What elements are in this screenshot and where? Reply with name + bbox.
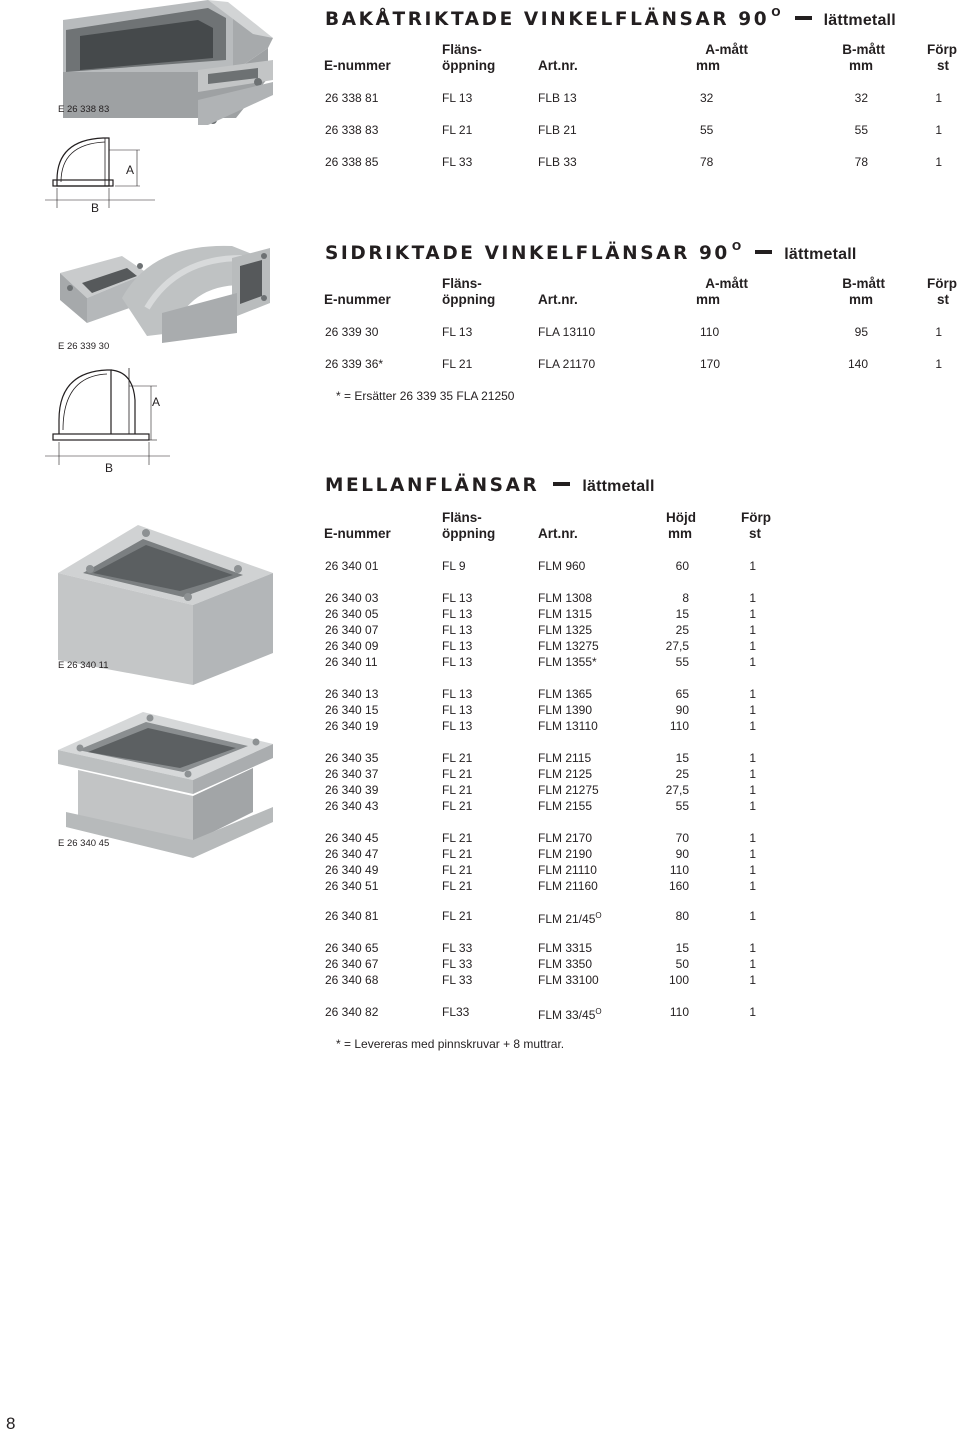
cell-forp: 1 bbox=[935, 155, 942, 169]
footnote: * = Levereras med pinnskruvar + 8 muttrar. bbox=[336, 1037, 565, 1051]
cell-e-nummer: 26 340 49 bbox=[325, 863, 379, 877]
cell-flansoppning: FL33 bbox=[442, 1005, 470, 1019]
title-dash bbox=[795, 16, 812, 20]
cell-forp: 1 bbox=[749, 799, 756, 813]
cell-forp: 1 bbox=[935, 91, 942, 105]
cell-e-nummer: 26 338 81 bbox=[325, 91, 379, 105]
section-title-sidriktade bbox=[325, 240, 857, 264]
cell-forp: 1 bbox=[749, 783, 756, 797]
header-a-mm: mm bbox=[695, 58, 720, 73]
cell-e-nummer: 26 340 09 bbox=[325, 639, 379, 653]
cell-art-nr bbox=[538, 847, 592, 861]
cell-forp: 1 bbox=[749, 703, 756, 717]
cell-a-matt: 78 bbox=[700, 155, 714, 169]
art-nr-text: FLM 21160 bbox=[538, 879, 598, 893]
cell-flansoppning: FL 13 bbox=[442, 591, 473, 605]
cell-e-nummer: 26 339 30 bbox=[325, 325, 379, 339]
header-oppning: öppning bbox=[442, 292, 496, 307]
cell-e-nummer: 26 340 39 bbox=[325, 783, 379, 797]
cell-e-nummer: 26 338 83 bbox=[325, 123, 379, 137]
image-label: E 26 340 45 bbox=[58, 838, 110, 849]
cell-hojd: 80 bbox=[675, 909, 689, 923]
section-title-text: MELLANFLÄNSAR bbox=[325, 475, 540, 496]
header-e-nummer: E-nummer bbox=[324, 58, 391, 73]
cell-flansoppning: FL 13 bbox=[442, 325, 473, 339]
degree-mark: O bbox=[595, 911, 602, 920]
cell-e-nummer: 26 338 85 bbox=[325, 155, 379, 169]
cell-hojd: 25 bbox=[675, 623, 689, 637]
material-label: lättmetall bbox=[582, 478, 655, 495]
cell-flansoppning: FL 33 bbox=[442, 973, 473, 987]
cell-hojd: 27,5 bbox=[665, 783, 689, 797]
dim-a-label: A bbox=[126, 163, 135, 177]
art-nr-text: FLM 13275 bbox=[538, 639, 599, 653]
cell-flansoppning: FL 13 bbox=[442, 655, 473, 669]
header-oppning: öppning bbox=[442, 526, 496, 541]
header-e-nummer: E-nummer bbox=[324, 292, 391, 307]
art-nr-text: FLM 1390 bbox=[538, 703, 593, 717]
cell-e-nummer: 26 340 68 bbox=[325, 973, 379, 987]
header-flans: Fläns- bbox=[442, 510, 482, 525]
cell-hojd: 110 bbox=[669, 863, 689, 877]
art-nr-text: FLM 1355* bbox=[538, 655, 597, 669]
cell-e-nummer: 26 340 35 bbox=[325, 751, 379, 765]
header-flans: Fläns- bbox=[442, 42, 482, 57]
image-label: E 26 338 83 bbox=[58, 104, 110, 115]
cell-hojd: 55 bbox=[675, 799, 689, 813]
cell-art-nr bbox=[538, 591, 592, 605]
header-b-mm: mm bbox=[848, 58, 873, 73]
cell-forp: 1 bbox=[749, 1005, 756, 1019]
cell-hojd: 100 bbox=[668, 973, 689, 987]
cell-forp: 1 bbox=[749, 909, 756, 923]
cell-art-nr bbox=[538, 973, 599, 987]
cell-e-nummer: 26 340 05 bbox=[325, 607, 379, 621]
material-label: lättmetall bbox=[784, 246, 857, 263]
art-nr-text: FLM 2115 bbox=[538, 751, 592, 765]
cell-art-nr bbox=[538, 639, 599, 653]
cell-hojd: 65 bbox=[675, 687, 689, 701]
cell-flansoppning: FL 13 bbox=[442, 687, 473, 701]
cell-art-nr bbox=[538, 799, 592, 813]
header-st: st bbox=[936, 58, 949, 73]
cell-flansoppning: FL 21 bbox=[442, 799, 473, 813]
dim-b-label: B bbox=[105, 461, 114, 475]
cell-art-nr bbox=[538, 703, 592, 717]
dim-a-label: A bbox=[152, 395, 161, 409]
cell-flansoppning: FL 13 bbox=[442, 719, 473, 733]
cell-forp: 1 bbox=[749, 879, 756, 893]
back-angle-flange-image bbox=[58, 0, 273, 140]
cell-forp: 1 bbox=[749, 591, 756, 605]
cell-e-nummer: 26 340 01 bbox=[325, 559, 379, 573]
footnote: * = Ersätter 26 339 35 FLA 21250 bbox=[336, 389, 515, 403]
cell-flansoppning: FL 33 bbox=[442, 957, 473, 971]
art-nr-text: FLM 2190 bbox=[538, 847, 593, 861]
art-nr-text: FLM 1308 bbox=[538, 591, 593, 605]
header-b-matt: B-mått bbox=[842, 276, 885, 291]
art-nr-text: FLM 2170 bbox=[538, 831, 593, 845]
cell-flansoppning: FL 13 bbox=[442, 607, 473, 621]
cell-flansoppning: FL 13 bbox=[442, 703, 473, 717]
dimension-diagram bbox=[45, 360, 170, 478]
section-title-text: BAKÅTRIKTADE VINKELFLÄNSAR 90 bbox=[325, 9, 770, 30]
cell-forp: 1 bbox=[749, 767, 756, 781]
art-nr-text: FLM 33100 bbox=[538, 973, 599, 987]
art-nr-text: FLM 1325 bbox=[538, 623, 593, 637]
header-flans: Fläns- bbox=[442, 276, 482, 291]
cell-forp: 1 bbox=[749, 751, 756, 765]
section-title-mellanflansar bbox=[325, 475, 655, 496]
cell-flansoppning: FL 13 bbox=[442, 91, 473, 105]
cell-hojd: 15 bbox=[675, 751, 689, 765]
cell-art-nr: FLB 33 bbox=[538, 155, 577, 169]
header-art-nr: Art.nr. bbox=[538, 292, 578, 307]
cell-art-nr: FLA 13110 bbox=[538, 325, 596, 339]
cell-b-matt: 95 bbox=[854, 325, 868, 339]
header-st: st bbox=[748, 526, 761, 541]
cell-flansoppning: FL 21 bbox=[442, 831, 473, 845]
cell-e-nummer: 26 340 45 bbox=[325, 831, 379, 845]
header-art-nr: Art.nr. bbox=[538, 526, 578, 541]
cell-forp: 1 bbox=[749, 607, 756, 621]
cell-forp: 1 bbox=[935, 325, 942, 339]
cell-art-nr bbox=[538, 607, 592, 621]
cell-flansoppning: FL 21 bbox=[442, 847, 473, 861]
cell-hojd: 25 bbox=[675, 767, 689, 781]
cell-forp: 1 bbox=[749, 559, 756, 573]
art-nr-text: FLM 21110 bbox=[538, 863, 597, 877]
cell-art-nr bbox=[538, 687, 592, 701]
cell-flansoppning: FL 21 bbox=[442, 357, 473, 371]
section-title-text: SIDRIKTADE VINKELFLÄNSAR 90 bbox=[325, 243, 730, 264]
cell-flansoppning: FL 33 bbox=[442, 155, 473, 169]
title-dash bbox=[553, 482, 570, 486]
cell-e-nummer: 26 340 43 bbox=[325, 799, 379, 813]
cell-flansoppning: FL 21 bbox=[442, 767, 473, 781]
degree-mark: O bbox=[595, 1007, 602, 1016]
cell-e-nummer: 26 340 13 bbox=[325, 687, 379, 701]
cell-art-nr bbox=[538, 783, 599, 797]
cell-forp: 1 bbox=[749, 863, 756, 877]
cell-hojd: 90 bbox=[675, 703, 689, 717]
material-label: lättmetall bbox=[823, 12, 896, 29]
cell-forp: 1 bbox=[935, 123, 942, 137]
cell-e-nummer: 26 340 81 bbox=[325, 909, 379, 923]
cell-art-nr bbox=[538, 559, 585, 573]
cell-art-nr bbox=[538, 767, 592, 781]
cell-a-matt: 110 bbox=[700, 325, 720, 339]
cell-e-nummer: 26 340 67 bbox=[325, 957, 379, 971]
cell-flansoppning: FL 33 bbox=[442, 941, 473, 955]
degree-mark: O bbox=[731, 240, 742, 253]
cell-art-nr: FLB 13 bbox=[538, 91, 577, 105]
cell-hojd: 15 bbox=[675, 607, 689, 621]
art-nr-text: FLM 21275 bbox=[538, 783, 599, 797]
cell-hojd: 8 bbox=[682, 591, 689, 605]
cell-forp: 1 bbox=[749, 719, 756, 733]
cell-forp: 1 bbox=[749, 831, 756, 845]
cell-flansoppning: FL 13 bbox=[442, 639, 473, 653]
cell-art-nr bbox=[538, 863, 597, 877]
cell-art-nr bbox=[538, 623, 592, 637]
cell-hojd: 50 bbox=[675, 957, 689, 971]
cell-flansoppning: FL 21 bbox=[442, 123, 473, 137]
page-number: 8 bbox=[6, 1414, 16, 1433]
cell-forp: 1 bbox=[749, 973, 756, 987]
cell-b-matt: 32 bbox=[854, 91, 868, 105]
cell-hojd: 90 bbox=[675, 847, 689, 861]
header-hojd: Höjd bbox=[666, 510, 696, 525]
cell-a-matt: 32 bbox=[700, 91, 714, 105]
cell-e-nummer: 26 339 36* bbox=[325, 357, 384, 371]
header-forp: Förp bbox=[741, 510, 771, 525]
cell-b-matt: 55 bbox=[854, 123, 868, 137]
cell-art-nr bbox=[538, 719, 598, 733]
cell-art-nr bbox=[538, 909, 602, 926]
art-nr-text: FLM 13110 bbox=[538, 719, 598, 733]
cell-e-nummer: 26 340 82 bbox=[325, 1005, 379, 1019]
art-nr-text: FLM 21/45 bbox=[538, 912, 596, 926]
header-a-matt: A-mått bbox=[705, 42, 748, 57]
cell-hojd: 55 bbox=[675, 655, 689, 669]
cell-forp: 1 bbox=[749, 957, 756, 971]
cell-hojd: 27,5 bbox=[665, 639, 689, 653]
cell-forp: 1 bbox=[749, 847, 756, 861]
cell-flansoppning: FL 21 bbox=[442, 783, 473, 797]
art-nr-text: FLM 1315 bbox=[538, 607, 593, 621]
image-label: E 26 340 11 bbox=[58, 660, 109, 671]
cell-flansoppning: FL 21 bbox=[442, 879, 473, 893]
cell-a-matt: 55 bbox=[700, 123, 714, 137]
cell-forp: 1 bbox=[749, 623, 756, 637]
art-nr-text: FLM 3315 bbox=[538, 941, 593, 955]
cell-hojd: 60 bbox=[675, 559, 689, 573]
cell-flansoppning: FL 21 bbox=[442, 863, 473, 877]
cell-flansoppning: FL 13 bbox=[442, 623, 473, 637]
cell-e-nummer: 26 340 15 bbox=[325, 703, 379, 717]
cell-hojd: 110 bbox=[669, 719, 689, 733]
cell-e-nummer: 26 340 03 bbox=[325, 591, 379, 605]
art-nr-text: FLM 33/45 bbox=[538, 1008, 596, 1022]
dimension-diagram bbox=[45, 128, 155, 213]
cell-hojd: 160 bbox=[668, 879, 689, 893]
title-dash bbox=[755, 250, 772, 254]
cell-forp: 1 bbox=[749, 639, 756, 653]
cell-e-nummer: 26 340 19 bbox=[325, 719, 379, 733]
header-a-matt: A-mått bbox=[705, 276, 748, 291]
header-mm: mm bbox=[667, 526, 692, 541]
cell-art-nr bbox=[538, 655, 597, 669]
cell-art-nr: FLA 21170 bbox=[538, 357, 596, 371]
header-art-nr: Art.nr. bbox=[538, 58, 578, 73]
cell-b-matt: 140 bbox=[847, 357, 868, 371]
art-nr-text: FLM 2155 bbox=[538, 799, 593, 813]
cell-flansoppning: FL 21 bbox=[442, 909, 473, 923]
cell-forp: 1 bbox=[749, 655, 756, 669]
cell-e-nummer: 26 340 47 bbox=[325, 847, 379, 861]
header-forp: Förp bbox=[927, 42, 957, 57]
header-b-mm: mm bbox=[848, 292, 873, 307]
cell-hojd: 110 bbox=[669, 1005, 689, 1019]
art-nr-text: FLM 2125 bbox=[538, 767, 593, 781]
cell-art-nr bbox=[538, 751, 591, 765]
art-nr-text: FLM 3350 bbox=[538, 957, 593, 971]
cell-b-matt: 78 bbox=[854, 155, 868, 169]
cell-a-matt: 170 bbox=[700, 357, 721, 371]
cell-hojd: 70 bbox=[675, 831, 689, 845]
cell-forp: 1 bbox=[749, 687, 756, 701]
dim-b-label: B bbox=[91, 201, 100, 213]
cell-flansoppning: FL 21 bbox=[442, 751, 473, 765]
cell-e-nummer: 26 340 65 bbox=[325, 941, 379, 955]
header-oppning: öppning bbox=[442, 58, 496, 73]
image-label: E 26 339 30 bbox=[58, 341, 110, 352]
cell-art-nr bbox=[538, 941, 592, 955]
header-e-nummer: E-nummer bbox=[324, 526, 391, 541]
header-a-mm: mm bbox=[695, 292, 720, 307]
cell-art-nr bbox=[538, 957, 592, 971]
cell-flansoppning: FL 9 bbox=[442, 559, 466, 573]
art-nr-text: FLM 960 bbox=[538, 559, 586, 573]
art-nr-text: FLM 1365 bbox=[538, 687, 593, 701]
cell-art-nr: FLB 21 bbox=[538, 123, 577, 137]
degree-mark: O bbox=[771, 6, 781, 19]
cell-hojd: 15 bbox=[675, 941, 689, 955]
cell-e-nummer: 26 340 37 bbox=[325, 767, 379, 781]
cell-art-nr bbox=[538, 1005, 602, 1022]
side-angle-flange-image bbox=[52, 238, 274, 343]
cell-e-nummer: 26 340 07 bbox=[325, 623, 379, 637]
cell-e-nummer: 26 340 11 bbox=[325, 655, 378, 669]
cell-forp: 1 bbox=[749, 941, 756, 955]
cell-art-nr bbox=[538, 879, 598, 893]
header-b-matt: B-mått bbox=[842, 42, 885, 57]
cell-forp: 1 bbox=[935, 357, 942, 371]
header-st: st bbox=[936, 292, 949, 307]
header-forp: Förp bbox=[927, 276, 957, 291]
cell-e-nummer: 26 340 51 bbox=[325, 879, 379, 893]
cell-art-nr bbox=[538, 831, 592, 845]
section-title-bakatriktade bbox=[325, 6, 896, 30]
